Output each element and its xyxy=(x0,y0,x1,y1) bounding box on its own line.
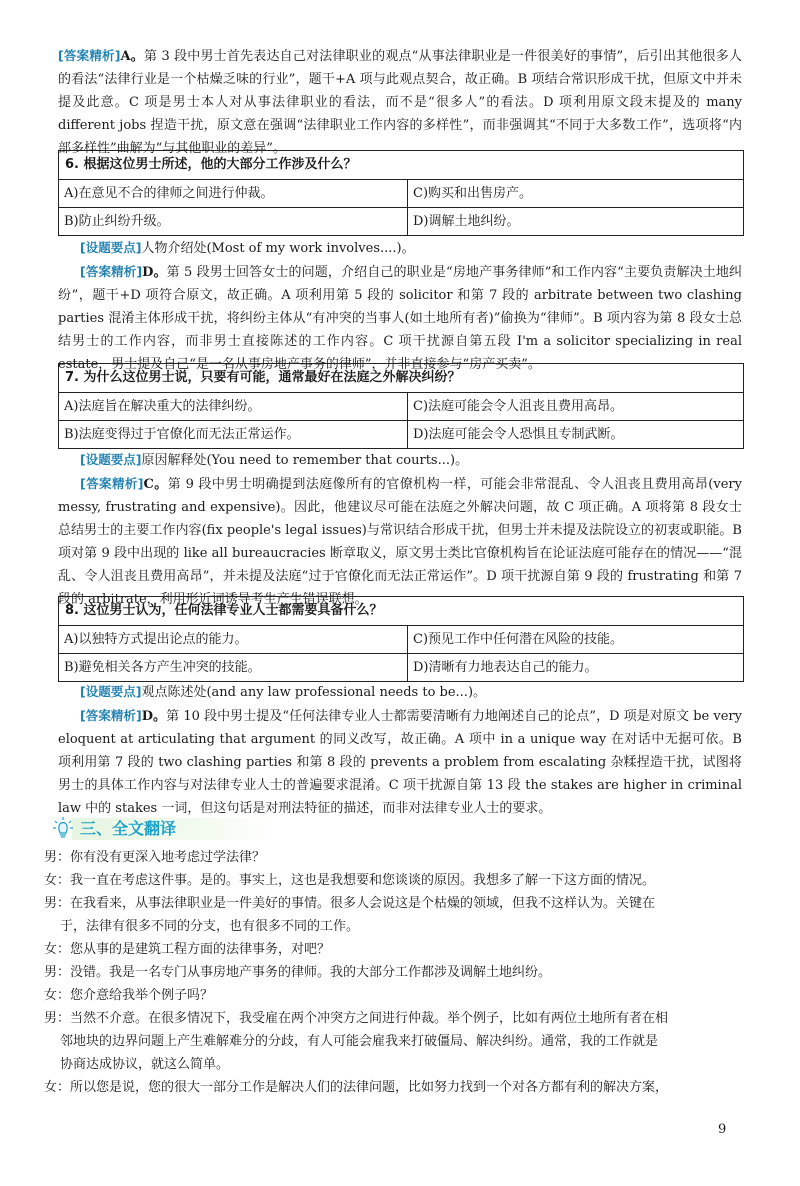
analysis-paragraph-q6 xyxy=(58,236,742,376)
option-c: C)预见工作中任何潜在风险的技能。 xyxy=(413,632,624,647)
analysis-paragraph-q5 xyxy=(58,44,742,160)
option-c: C)法庭可能会令人沮丧且费用高昂。 xyxy=(413,399,624,414)
question-table-6 xyxy=(58,150,744,236)
dialog-line-continuation: 协商达成协议，就这么简单。 xyxy=(60,1057,230,1072)
option-d: D)清晰有力地表达自己的能力。 xyxy=(413,660,598,675)
dialog-line: 男：你有没有更深入地考虑过学法律？ xyxy=(44,850,266,865)
answer-letter: D。 xyxy=(142,265,167,280)
dialog-line: 男：没错。我是一名专门从事房地产事务的律师。我的大部分工作都涉及调解土地纠纷。 xyxy=(44,965,552,980)
option-a: A)在意见不合的律师之间进行仲裁。 xyxy=(59,180,408,207)
dialog-line: 男：当然不介意。在很多情况下，我受雇在两个冲突方之间进行仲裁。举个例子，比如有两位土地所有者在相 xyxy=(44,1011,669,1026)
question-point-text: 人物介绍处(Most of my work involves....)。 xyxy=(141,241,415,256)
section-heading xyxy=(58,816,742,840)
option-b: B)防止纠纷升级。 xyxy=(59,208,408,235)
dialog-line-continuation: 于，法律有很多不同的分支，也有很多不同的工作。 xyxy=(60,919,360,934)
question-table-8 xyxy=(58,596,744,682)
analysis-text: 第 9 段中男士明确提到法庭像所有的官僚机构一样，可能会非常混乱、令人沮丧且费用高昂(very messy, frustrating and expensive)。因此，他建议尽可能在法庭之外解决问题，故 C 项正确。A 项将第 8 段女士总结男士的主要工作内容(fix people's legal issues)与常识结合形成干扰，但男士并未提及法院设立的初衷或职能。B 项对第 9 段中出现的 like all bureaucracies 断章取义，原文男士类比官僚机构旨在论证法庭可能存在的情况——“混乱、令人沮丧且费用高昂”，并未提及法庭“过于官僚化而无法正常运作”。D 项干扰源自第 9 段的 frustrating 和第 7 段的 arbitrate，利用形近词诱导考生产生错误联想。 xyxy=(58,477,742,607)
analysis-paragraph-q7 xyxy=(58,448,742,611)
dialog-line: 女：我一直在考虑这件事。是的。事实上，这也是我想要和您谈谈的原因。我想多了解一下这方面的情况。 xyxy=(44,873,656,888)
question-point-tag: [设题要点] xyxy=(80,240,142,255)
question-title: 6. 根据这位男士所述，他的大部分工作涉及什么？ xyxy=(59,151,743,180)
option-a: A)以独特方式提出论点的能力。 xyxy=(59,626,408,653)
question-point-text: 观点陈述处(and any law professional needs to be...)。 xyxy=(141,685,487,700)
question-title: 8. 这位男士认为，任何法律专业人士都需要具备什么？ xyxy=(59,597,743,626)
question-point-text: 原因解释处(You need to remember that courts...)。 xyxy=(141,453,469,468)
page-number: 9 xyxy=(718,1122,727,1137)
question-point-tag: [设题要点] xyxy=(80,452,142,467)
question-point-tag: [设题要点] xyxy=(80,684,142,699)
answer-letter: C。 xyxy=(143,477,168,492)
section-title: 三、全文翻译 xyxy=(80,819,177,838)
option-b: B)法庭变得过于官僚化而无法正常运作。 xyxy=(59,421,408,448)
answer-analysis-tag: [答案精析] xyxy=(80,708,142,723)
question-title: 7. 为什么这位男士说，只要有可能，通常最好在法庭之外解决纠纷？ xyxy=(59,364,743,393)
analysis-text: 第 3 段中男士首先表达自己对法律职业的观点“从事法律职业是一件很美好的事情”，后引出其他很多人的看法“法律行业是一个枯燥乏味的行业”，题干+A 项与此观点契合，故正确。B 项结合常识形成干扰，但原文中并未提及此意。C 项是男士本人对从事法律职业的看法，而不是“很多人”的看法。D 项利用原文段末提及的 many different jobs 捏造干扰，原文意在强调“法律职业工作内容的多样性”，而非强调其“不同于大多数工作”，选项将“内部多样性”曲解为“与其他职业的差异”。 xyxy=(58,49,742,156)
option-b: B)避免相关各方产生冲突的技能。 xyxy=(59,654,408,681)
option-d: D)法庭可能会令人恐惧且专制武断。 xyxy=(413,427,624,442)
dialog-line: 女：您从事的是建筑工程方面的法律事务，对吧？ xyxy=(44,942,331,957)
answer-letter: D。 xyxy=(141,709,167,724)
analysis-paragraph-q8 xyxy=(58,680,742,820)
option-d: D)调解土地纠纷。 xyxy=(413,214,520,229)
answer-analysis-tag: [答案精析] xyxy=(58,48,121,63)
lightbulb-icon xyxy=(52,816,74,840)
answer-analysis-tag: [答案精析] xyxy=(80,264,143,279)
dialog-line-continuation: 邻地块的边界问题上产生难解难分的分歧，有人可能会雇我来打破僵局、解决纠纷。通常，我的工作就是 xyxy=(60,1034,659,1049)
translation-dialog xyxy=(44,846,744,1099)
answer-letter: A。 xyxy=(120,49,144,64)
analysis-text: 第 5 段男士回答女士的问题，介绍自己的职业是“房地产事务律师”和工作内容“主要负责解决土地纠纷”，题干+D 项符合原文，故正确。A 项利用第 5 段的 solicitor 和第 7 段的 arbitrate between two clashing parties 混淆主体形成干扰，将纠纷主体从“有冲突的当事人(如土地所有者)”偷换为“律师”。B 项内容为第 8 段女士总结男士的工作内容，而非男士直接陈述的工作内容。C 项干扰源自第五段 I'm a solicitor specializing in real estate，男士提及自己“是一名从事房地产事务的律师”，并非直接参与“房产买卖”。 xyxy=(58,265,742,372)
answer-analysis-tag: [答案精析] xyxy=(80,476,144,491)
option-a: A)法庭旨在解决重大的法律纠纷。 xyxy=(59,393,408,420)
dialog-line: 女：您介意给我举个例子吗？ xyxy=(44,988,214,1003)
dialog-line: 男：在我看来，从事法律职业是一件美好的事情。很多人会说这是个枯燥的领域，但我不这样认为。关键在 xyxy=(44,896,656,911)
dialog-line: 女：所以您是说，您的很大一部分工作是解决人们的法律问题，比如努力找到一个对各方都有利的解决方案， xyxy=(44,1080,669,1095)
question-table-7 xyxy=(58,363,744,449)
option-c: C)购买和出售房产。 xyxy=(413,186,533,201)
analysis-text: 第 10 段中男士提及“任何法律专业人士都需要清晰有力地阐述自己的论点”，D 项是对原文 be very eloquent at articulating that argument 的同义改写，故正确。A 项中 in a unique way 在对话中无据可依。B 项利用第 7 段的 two clashing parties 和第 8 段的 prevents a problem from escalating 杂糅捏造干扰，试图将男士的具体工作内容与对法律专业人士的普遍要求混淆。C 项干扰源自第 13 段 the stakes are higher in criminal law 中的 stakes 一词，但这句话是对刑法特征的描述，而非对法律专业人士的要求。 xyxy=(58,709,742,816)
